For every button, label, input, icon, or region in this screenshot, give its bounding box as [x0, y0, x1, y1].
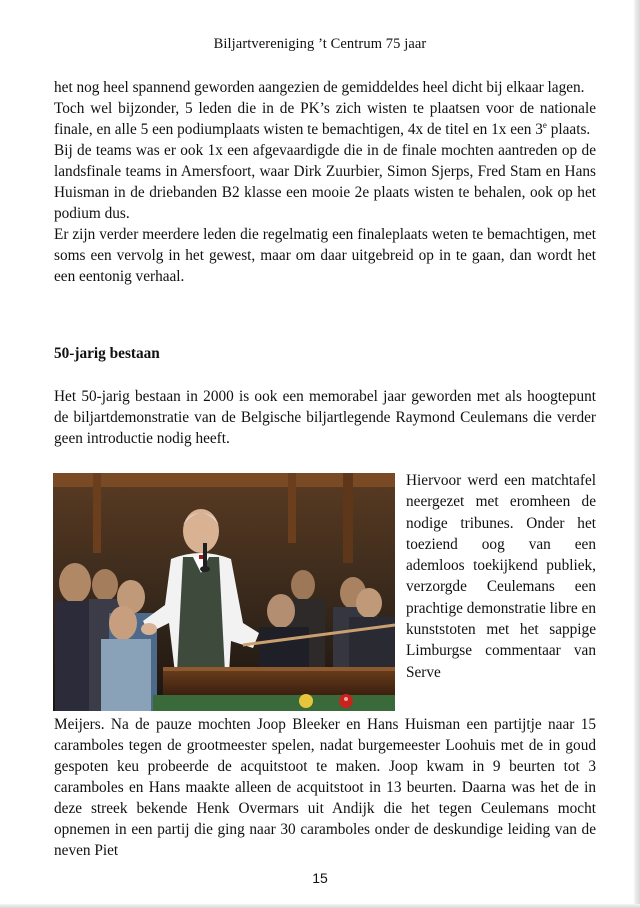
- wrapped-paragraph: Hiervoor werd een matchtafel neergezet met eromheen de nodige tribunes. Onder het toeziend oog van een ademloos toekijkend publiek, verzorgde Ceulemans een prachtige demonstratie libre en kunststoten met het sappige Limburgse commentaar van Serve: [406, 472, 596, 681]
- photo-illustration: [53, 473, 395, 711]
- body-text-middle: [54, 386, 596, 449]
- body-text-top: [54, 77, 596, 287]
- paragraph-2-text: Toch wel bijzonder, 5 leden die in de PK’s zich wisten te plaatsen voor de nationale finale, en alle 5 een podiumplaats wisten te bemachtigen, 4x de titel en 1x een 3: [54, 100, 596, 138]
- photo-ceulemans: [53, 473, 395, 711]
- page-edge-bottom: [0, 904, 640, 908]
- paragraph-1: het nog heel spannend geworden aangezien de gemiddeldes heel dicht bij elkaar lagen.: [54, 79, 585, 96]
- paragraph-continued: Meijers. Na de pauze mochten Joop Bleeker en Hans Huisman een partijtje naar 15 caramboles tegen de grootmeester spelen, nadat burgemeester Loohuis met de in goud gespoten keu probeerde de acquitstoot te maken. Joop kwam in 9 beurten tot 3 caramboles en Hans maakte alleen de acquitstoot in 13 beurten. Daarna was het de in deze streek bekende Henk Overmars uit Andijk die het tegen Ceulemans mocht opnemen in een partij die ging naar 30 caramboles onder de deskundige leiding van de neven Piet: [54, 716, 596, 859]
- page-edge-right: [634, 0, 640, 908]
- superscript: e: [542, 119, 547, 130]
- section-heading: 50-jarig bestaan: [54, 345, 160, 362]
- page-number: 15: [312, 870, 328, 886]
- paragraph-5: Het 50-jarig bestaan in 2000 is ook een memorabel jaar geworden met als hoogtepunt de biljartdemonstratie van de Belgische biljartlegende Raymond Ceulemans die verder geen introductie nodig heeft.: [54, 388, 596, 447]
- paragraph-3: Bij de teams was er ook 1x een afgevaardigde die in de finale mochten aantreden op de landsfinale teams in Amersfoort, waar Dirk Zuurbier, Simon Sjerps, Fred Stam en Hans Huisman in de driebanden B2 klasse een mooie 2e plaats wisten te behalen, ook op het podium dus.: [54, 142, 596, 222]
- paragraph-2: [54, 98, 596, 140]
- paragraph-2-tail: plaats.: [546, 121, 591, 138]
- paragraph-4: Er zijn verder meerdere leden die regelmatig een finaleplaats weten te bemachtigen, met soms een vervolg in het gewest, maar om daar uitgebreid op in te gaan, dan wordt het een eentonig verhaal.: [54, 226, 596, 285]
- running-header: Biljartvereniging ’t Centrum 75 jaar: [213, 36, 427, 52]
